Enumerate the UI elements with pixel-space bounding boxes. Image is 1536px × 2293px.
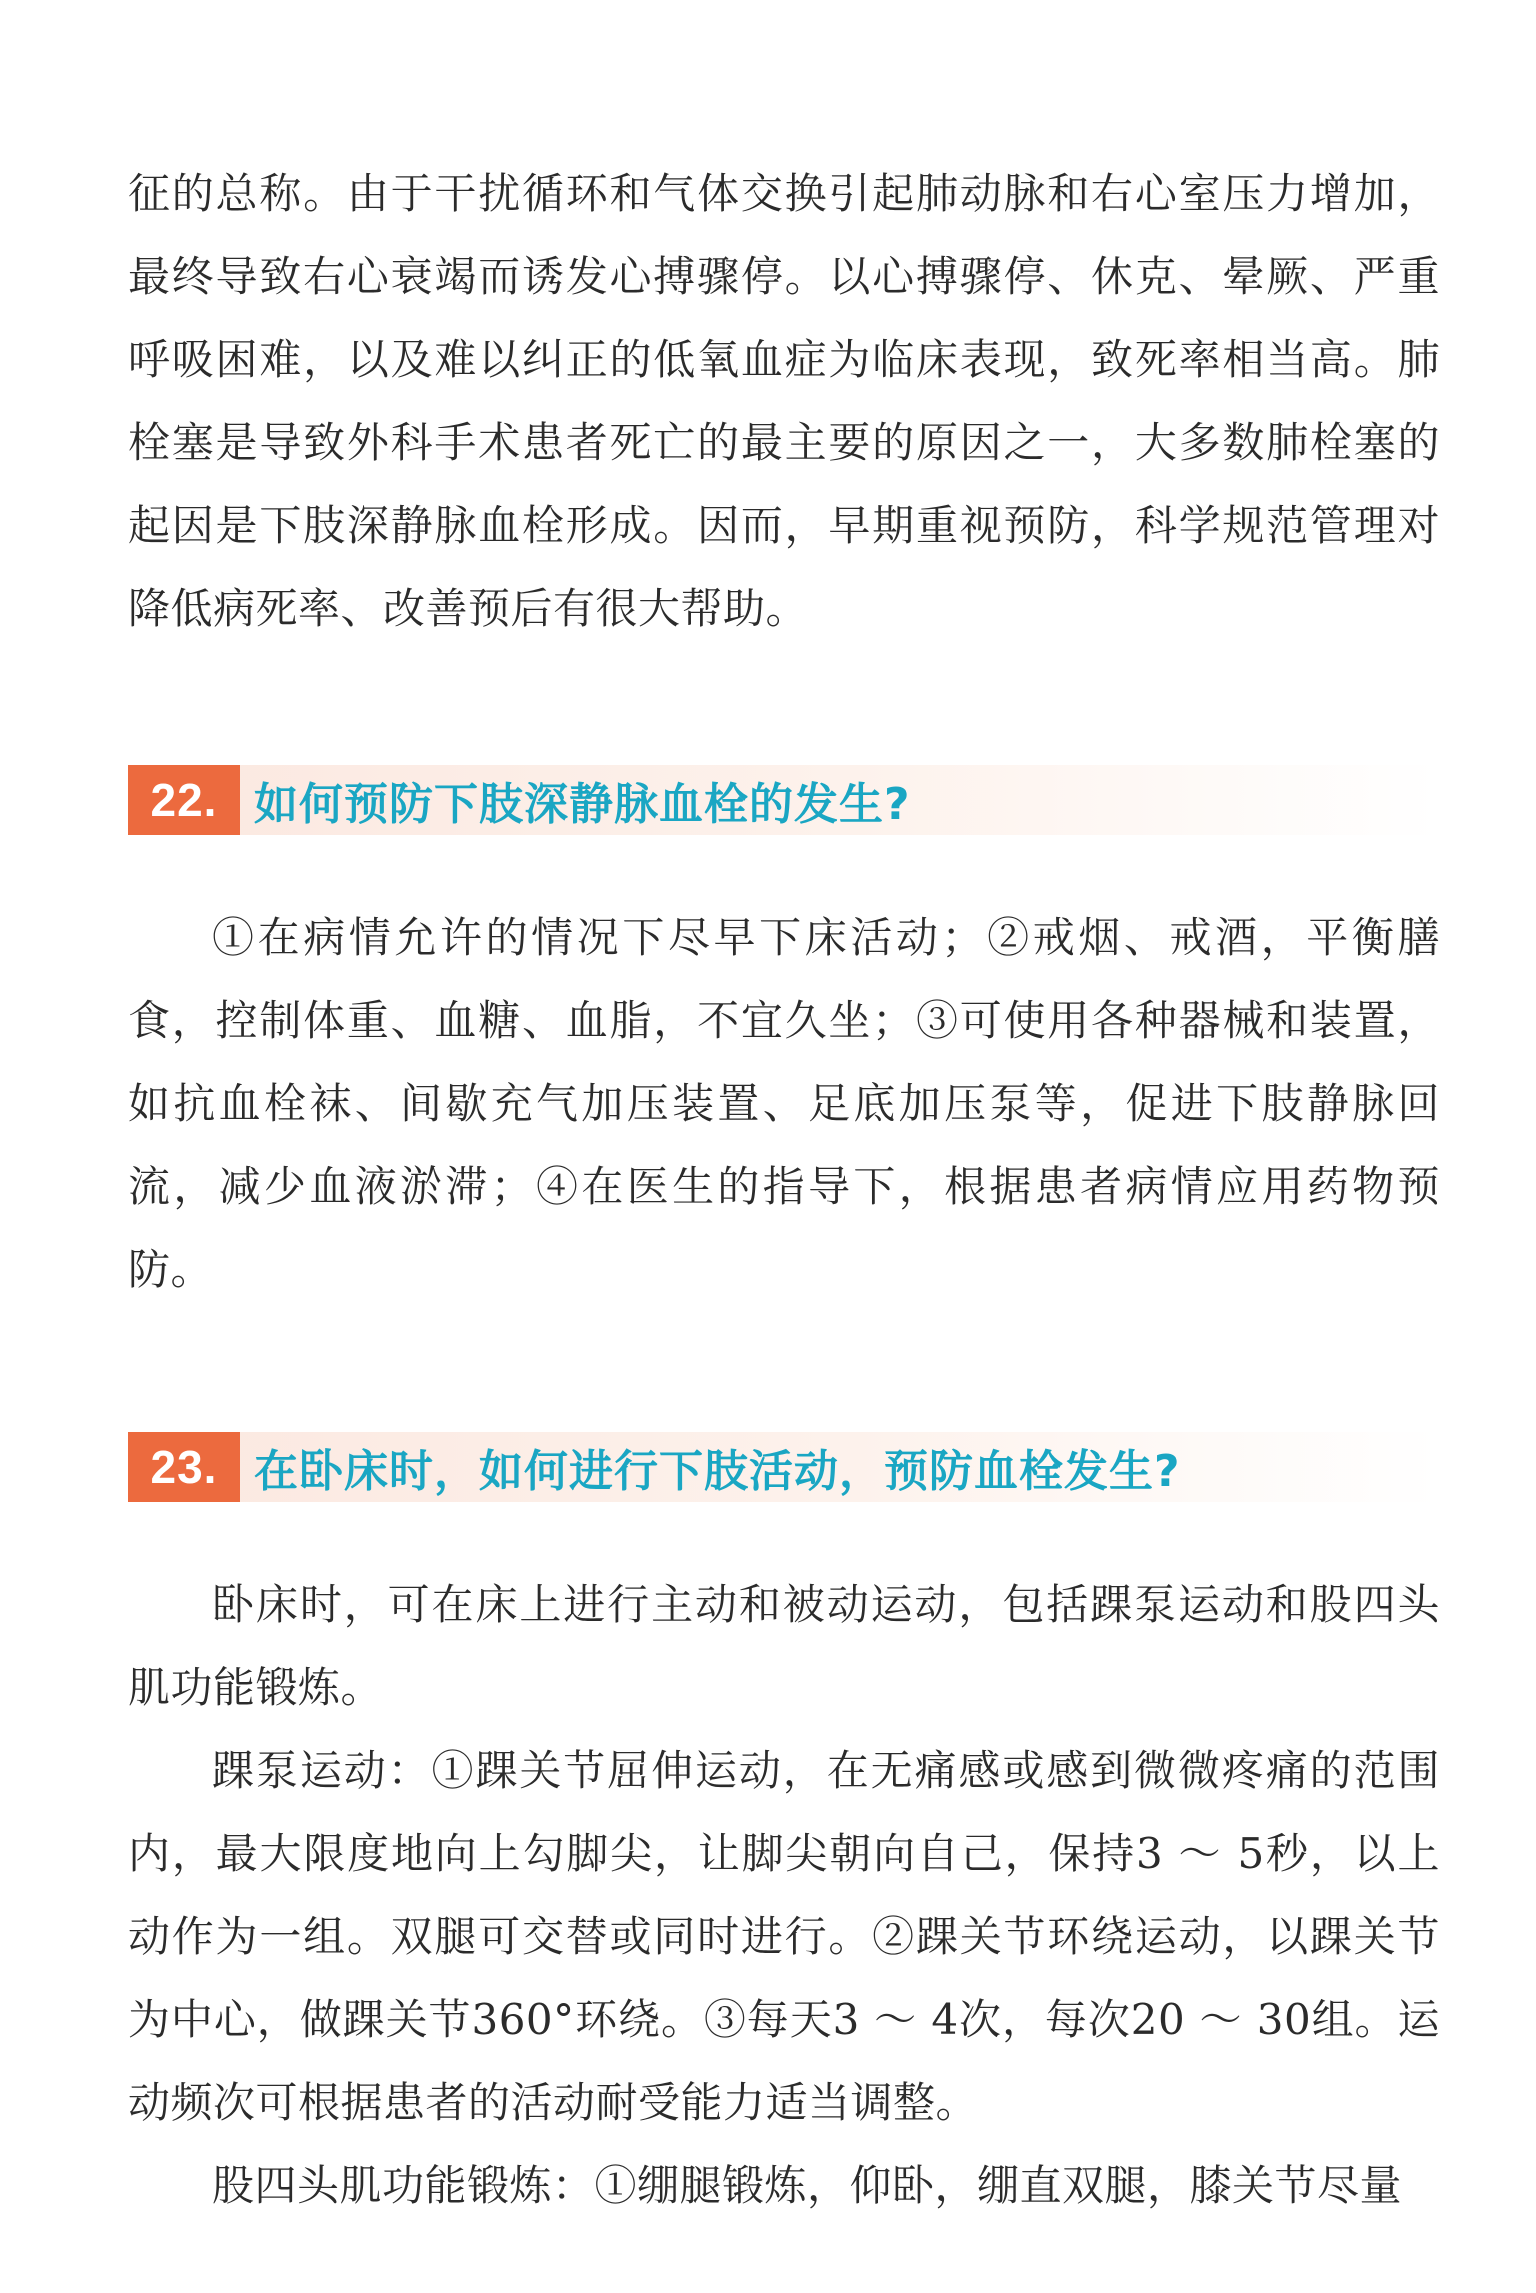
body-paragraph: ①在病情允许的情况下尽早下床活动；②戒烟、戒酒，平衡膳食，控制体重、血糖、血脂，不宜久坐；③可使用各种器械和装置，如抗血栓袜、间歇充气加压装置、足底加压泵等，促进下肢静脉回流，减少血液淤滞；④在医生的指导下，根据患者病情应用药物预防。: [128, 913, 1440, 1294]
section-title: 如何预防下肢深静脉血栓的发生?: [254, 779, 911, 830]
section-number-badge: 22.: [128, 765, 240, 835]
section-number-badge: 23.: [128, 1432, 240, 1502]
body-paragraph: 卧床时，可在床上进行主动和被动运动，包括踝泵运动和股四头肌功能锻炼。: [128, 1580, 1440, 1712]
section-23-heading: [128, 1432, 1440, 1502]
section-22-heading: [128, 765, 1440, 835]
body-paragraph: 踝泵运动：①踝关节屈伸运动，在无痛感或感到微微疼痛的范围内，最大限度地向上勾脚尖，让脚尖朝向自己，保持3 ～ 5秒，以上动作为一组。双腿可交替或同时进行。②踝关节环绕运动，以踝关节为中心，做踝关节360°环绕。③每天3 ～ 4次，每次20 ～ 30组。运动频次可根据患者的活动耐受能力适当调整。: [128, 1746, 1440, 2127]
section-title: 在卧床时，如何进行下肢活动，预防血栓发生?: [254, 1446, 1181, 1497]
section-22-body: [128, 896, 1440, 1311]
intro-paragraph: 征的总称。由于干扰循环和气体交换引起肺动脉和右心室压力增加，最终导致右心衰竭而诱发心搏骤停。以心搏骤停、休克、晕厥、严重呼吸困难，以及难以纠正的低氧血症为临床表现，致死率相当高。肺栓塞是导致外科手术患者死亡的最主要的原因之一，大多数肺栓塞的起因是下肢深静脉血栓形成。因而，早期重视预防，科学规范管理对降低病死率、改善预后有很大帮助。: [128, 169, 1440, 633]
intro-block: [128, 152, 1440, 650]
section-23-body: [128, 1563, 1440, 2227]
body-paragraph: 股四头肌功能锻炼：①绷腿锻炼，仰卧，绷直双腿，膝关节尽量: [212, 2161, 1403, 2210]
